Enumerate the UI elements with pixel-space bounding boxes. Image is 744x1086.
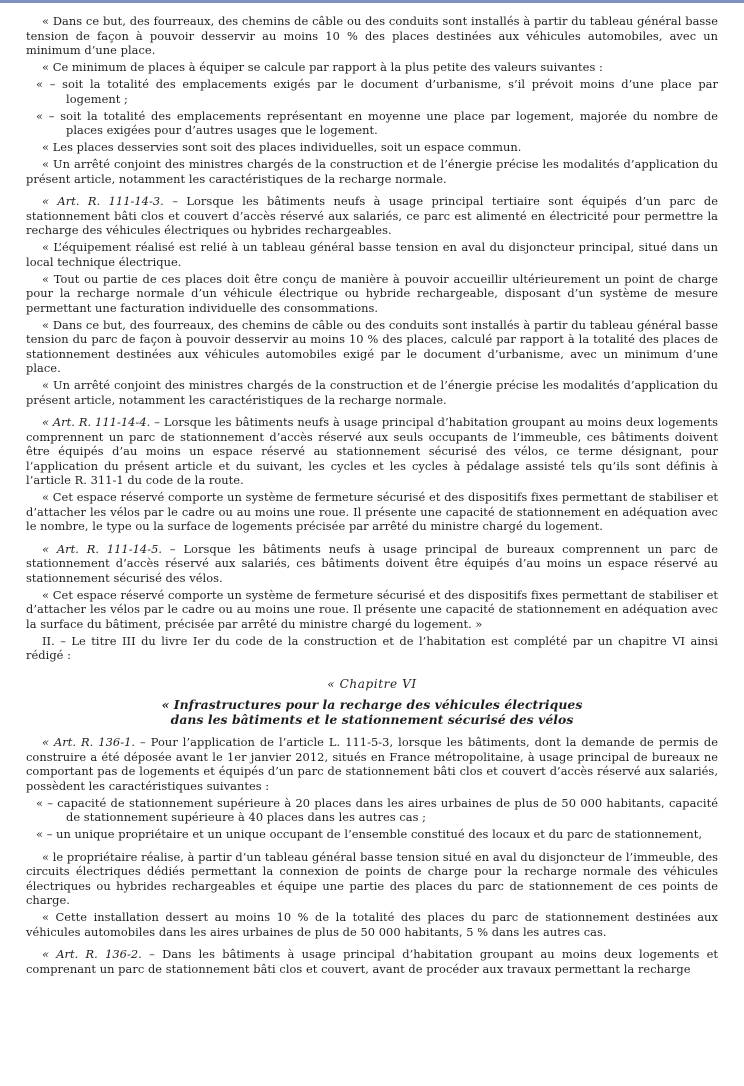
paragraph-text: « Cette installation dessert au moins 10 % de la totalité des places du parc de stationnement destinées aux véhicules automobiles dans les aires urbaines de plus de 50 000 habitants, 5 % dans les autres cas.: [26, 910, 718, 939]
paragraph: [26, 542, 718, 586]
paragraph-text: « Dans ce but, des fourreaux, des chemins de câble ou des conduits sont installés à partir du tableau général basse tension de façon à pouvoir desservir au moins 10 % des places destinées aux véhicules automobiles, avec un minimum d’une place.: [26, 14, 718, 57]
paragraph-text: « – un unique propriétaire et un unique occupant de l’ensemble constitué des locaux et du parc de stationnement,: [36, 827, 703, 841]
paragraph-text: « Ce minimum de places à équiper se calcule par rapport à la plus petite des valeurs suivantes :: [42, 60, 603, 74]
article-reference: « Art. R. 111-14-5.: [42, 541, 163, 556]
list-item: [26, 796, 718, 825]
paragraph-text: « le propriétaire réalise, à partir d’un tableau général basse tension situé en aval du disjoncteur de l’immeuble, des circuits électriques dédiés permettant la connexion de points de charge pour la recharge normale des véhicules électriques ou hybrides rechargeables et équipe une partie des places du parc de stationnement de ces points de charge.: [26, 849, 718, 907]
article-reference: « Art. R. 111-14-3.: [42, 194, 164, 208]
paragraph: [26, 850, 718, 908]
paragraph: [26, 378, 718, 407]
header-rule: [0, 0, 744, 3]
paragraph-text: « – soit la totalité des emplacements exigés par le document d’urbanisme, s’il prévoit moins d’une place par logement ;: [36, 77, 718, 106]
paragraph-text: « – capacité de stationnement supérieure à 20 places dans les aires urbaines de plus de 50 000 habitants, capacité de stationnement supérieure à 40 places dans les autres cas ;: [36, 795, 718, 824]
list-item: [26, 77, 718, 106]
document-body: [26, 14, 718, 979]
paragraph: [26, 735, 718, 793]
article-reference: « Art. R. 136-1.: [42, 735, 136, 749]
paragraph-text: « Un arrêté conjoint des ministres chargés de la construction et de l’énergie précise les modalités d’application du présent article, notamment les caractéristiques de la recharge normale.: [26, 157, 718, 186]
paragraph-text: « Un arrêté conjoint des ministres chargés de la construction et de l’énergie précise les modalités d’application du présent article, notamment les caractéristiques de la recharge normale.: [26, 378, 718, 407]
paragraph: [26, 140, 718, 155]
paragraph-text: – Lorsque les bâtiments neufs à usage principal tertiaire sont équipés d’un parc de stationnement bâti clos et couvert d’accès réservé aux salariés, ce parc est alimenté en électricité pour permettre la recharge des véhicules électriques ou hybrides rechargeables.: [26, 194, 718, 237]
chapter-heading: « Chapitre VI: [327, 676, 417, 691]
paragraph-text: « Cet espace réservé comporte un système de fermeture sécurisé et des dispositifs fixes permettant de stabiliser et d’attacher les vélos par le cadre ou au moins une roue. Il présente une capacité de stationnement en adéquation avec la surface du bâtiment, précisée par arrêté du ministre chargé du logement. »: [26, 587, 718, 631]
paragraph-text: – Lorsque les bâtiments neufs à usage principal de bureaux comprennent un parc de stationnement d’accès réservé aux salariés, ces bâtiments doivent être équipés d’au moins un espace réservé au stationnement sécurisé des vélos.: [26, 541, 719, 585]
paragraph: [26, 910, 718, 939]
paragraph-text: II. – Le titre III du livre Ier du code de la construction et de l’habitation est complété par un chapitre VI ainsi rédigé :: [26, 633, 718, 662]
paragraph: [26, 318, 718, 376]
paragraph: [26, 14, 718, 58]
paragraph-text: – Pour l’application de l’article L. 111-5-3, lorsque les bâtiments, dont la demande de permis de construire a été déposée avant le 1er janvier 2012, situés en France métropolitaine, à usage principal de bureaux ne comportant pas de logements et équipés d’un parc de stationnement bâti clos et couvert d’accès réservé aux salariés, possèdent les caractéristiques suivantes :: [26, 735, 718, 793]
paragraph-text: « Cet espace réservé comporte un système de fermeture sécurisé et des dispositifs fixes permettant de stabiliser et d’attacher les vélos par le cadre ou au moins une roue. Il présente une capacité de stationnement en adéquation avec le nombre, le type ou la surface de logements précisée par arrêté du ministre chargé du logement.: [26, 490, 718, 533]
paragraph: [26, 272, 718, 316]
paragraph: [26, 194, 718, 238]
paragraph: [26, 157, 718, 186]
paragraph-text: « Tout ou partie de ces places doit être conçu de manière à pouvoir accueillir ultérieurement un point de charge pour la recharge normale d’un véhicule électrique ou hybride rechargeable, disposant d’un système de mesure permettant une facturation individuelle des consommations.: [26, 271, 718, 315]
list-item: [26, 109, 718, 138]
paragraph: [26, 490, 718, 534]
paragraph-text: « L’équipement réalisé est relié à un tableau général basse tension en aval du disjoncteur principal, situé dans un local technique électrique.: [26, 240, 718, 269]
paragraph-text: « Les places desservies sont soit des places individuelles, soit un espace commun.: [42, 140, 522, 154]
paragraph-text: « Dans ce but, des fourreaux, des chemins de câble ou des conduits sont installés à partir du tableau général basse tension du parc de façon à pouvoir desservir au moins 10 % des places, calculé par rapport à la totalité des places de stationnement destinées aux véhicules automobiles exigé par le document d’urbanisme, avec un minimum d’une place.: [26, 317, 718, 375]
paragraph: [26, 588, 718, 632]
section-articles-111: [26, 14, 718, 663]
list-item: [26, 827, 718, 842]
chapter-title-line-1: « Infrastructures pour la recharge des véhicules électriques: [161, 697, 583, 712]
paragraph: [26, 60, 718, 75]
paragraph: [26, 947, 718, 976]
chapter-title-line-2: dans les bâtiments et le stationnement sécurisé des vélos: [170, 712, 574, 727]
section-articles-136: [26, 735, 718, 976]
paragraph-text: – Lorsque les bâtiments neufs à usage principal d’habitation groupant au moins deux logements comprennent un parc de stationnement d’accès réservé aux seuls occupants de l’immeuble, ces bâtiments doivent être équipés d’au moins un espace réservé au stationnement sécurisé des vélos, ce terme désignant, pour l’application du présent article et du suivant, les cycles et les cycles à pédalage assisté tels qu’ils sont définis à l’article R. 311-1 du code de la route.: [26, 415, 719, 487]
paragraph: [26, 240, 718, 269]
paragraph-text: « – soit la totalité des emplacements représentant en moyenne une place par logement, majorée du nombre de places exigées pour d’autres usages que le logement.: [36, 108, 718, 137]
paragraph: [26, 634, 718, 663]
paragraph-text: – Dans les bâtiments à usage principal d’habitation groupant au moins deux logements et comprenant un parc de stationnement bâti clos et couvert, avant de procéder aux travaux permettant la recharge: [26, 947, 718, 976]
paragraph: [26, 415, 718, 488]
article-reference: « Art. R. 111-14-4.: [42, 415, 151, 429]
article-reference: « Art. R. 136-2.: [42, 947, 142, 961]
